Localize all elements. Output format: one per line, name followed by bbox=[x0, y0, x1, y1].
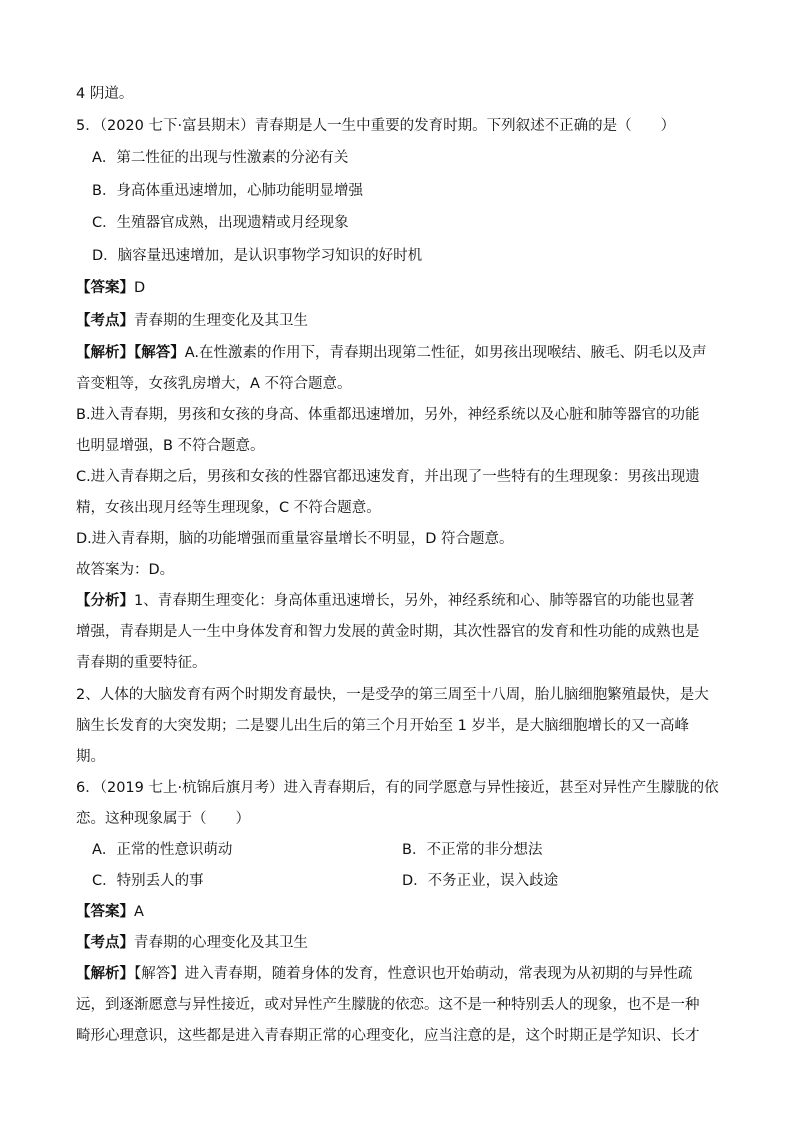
point-value: 青春期的生理变化及其卫生 bbox=[134, 313, 308, 329]
text-line: 音变粗等，女孩乳房增大，A 不符合题意。 bbox=[76, 376, 352, 392]
point-value: 青春期的心理变化及其卫生 bbox=[134, 935, 308, 951]
text-line: 远，到逐渐愿意与异性接近，或对异性产生朦胧的依恋。这不是一种特别丢人的现象，也不是一种 bbox=[76, 997, 700, 1013]
analysis-text: A.在性激素的作用下，青春期出现第二性征，如男孩出现喉结、腋毛、阴毛以及声 bbox=[184, 345, 707, 361]
text-line: 4 阴道。 bbox=[76, 86, 134, 102]
option-a: A．正常的性意识萌动 bbox=[92, 842, 233, 858]
text-line: 也明显增强，B 不符合题意。 bbox=[76, 438, 265, 454]
option-d: D．脑容量迅速增加，是认识事物学习知识的好时机 bbox=[92, 248, 423, 264]
analyze-label: 【分析】 bbox=[76, 593, 134, 609]
text-line: 精，女孩出现月经等生理现象，C 不符合题意。 bbox=[76, 500, 381, 516]
option-d: D．不务正业，误入歧途 bbox=[402, 873, 559, 889]
text-line: B.进入青春期，男孩和女孩的身高、体重都迅速增加，另外，神经系统以及心脏和肺等器官的功能 bbox=[76, 407, 700, 423]
question-6-stem: 6．（2019 七上·杭锦后旗月考）进入青春期后，有的同学愿意与异性接近，甚至对异性产生朦胧的依 bbox=[76, 780, 719, 796]
analyze-line bbox=[76, 591, 714, 611]
analyze-text: 1、青春期生理变化：身高体重迅速增长，另外，神经系统和心、肺等器官的功能也显著 bbox=[134, 593, 695, 609]
knowledge-point-line bbox=[76, 311, 714, 331]
option-a: A．第二性征的出现与性激素的分泌有关 bbox=[92, 150, 349, 166]
text-line: 脑生长发育的大突发期；二是婴儿出生后的第三个月开始至 1 岁半，是大脑细胞增长的又一高峰 bbox=[76, 718, 689, 734]
analysis-line bbox=[76, 964, 714, 984]
answer-value: D bbox=[134, 280, 146, 296]
option-b: B．身高体重迅速增加，心肺功能明显增强 bbox=[92, 183, 363, 199]
analysis-text: 【解答】进入青春期，随着身体的发育，性意识也开始萌动，常表现为从初期的与异性疏 bbox=[134, 966, 693, 982]
point-label: 【考点】 bbox=[76, 313, 134, 329]
answer-label: 【答案】 bbox=[76, 904, 134, 920]
text-line: C.进入青春期之后，男孩和女孩的性器官都迅速发育，并出现了一些特有的生理现象：男孩出现遗 bbox=[76, 469, 700, 485]
option-c: C．特别丢人的事 bbox=[92, 873, 204, 889]
text-line: 青春期的重要特征。 bbox=[76, 655, 207, 671]
text-line: 恋。这种现象属于（ ） bbox=[76, 811, 250, 827]
text-line: 故答案为：D。 bbox=[76, 562, 175, 578]
analysis-line bbox=[76, 343, 714, 363]
option-b: B．不正常的非分想法 bbox=[402, 842, 543, 858]
answer-line bbox=[76, 278, 714, 298]
analysis-label: 【解析】 bbox=[76, 345, 134, 361]
analysis-label: 【解析】 bbox=[76, 966, 134, 982]
answer-line bbox=[76, 902, 714, 922]
answer-value: A bbox=[134, 904, 144, 920]
text-line: 增强，青春期是人一生中身体发育和智力发展的黄金时期，其次性器官的发育和性功能的成熟也是 bbox=[76, 624, 700, 640]
solution-label: 【解答】 bbox=[134, 345, 185, 361]
answer-label: 【答案】 bbox=[76, 280, 134, 296]
text-line: 畸形心理意识，这些都是进入青春期正常的心理变化，应当注意的是，这个时期正是学知识、长才 bbox=[76, 1028, 700, 1044]
text-line: 2、人体的大脑发育有两个时期发育最快，一是受孕的第三周至十八周，胎儿脑细胞繁殖最快，是大 bbox=[76, 687, 709, 703]
question-5-stem: 5．（2020 七下·富县期末）青春期是人一生中重要的发育时期。下列叙述不正确的是（ ） bbox=[76, 118, 676, 134]
text-line: 期。 bbox=[76, 749, 105, 765]
knowledge-point-line bbox=[76, 933, 714, 953]
point-label: 【考点】 bbox=[76, 935, 134, 951]
text-line: D.进入青春期，脑的功能增强而重量容量增长不明显，D 符合题意。 bbox=[76, 531, 514, 547]
option-c: C．生殖器官成熟，出现遗精或月经现象 bbox=[92, 215, 349, 231]
